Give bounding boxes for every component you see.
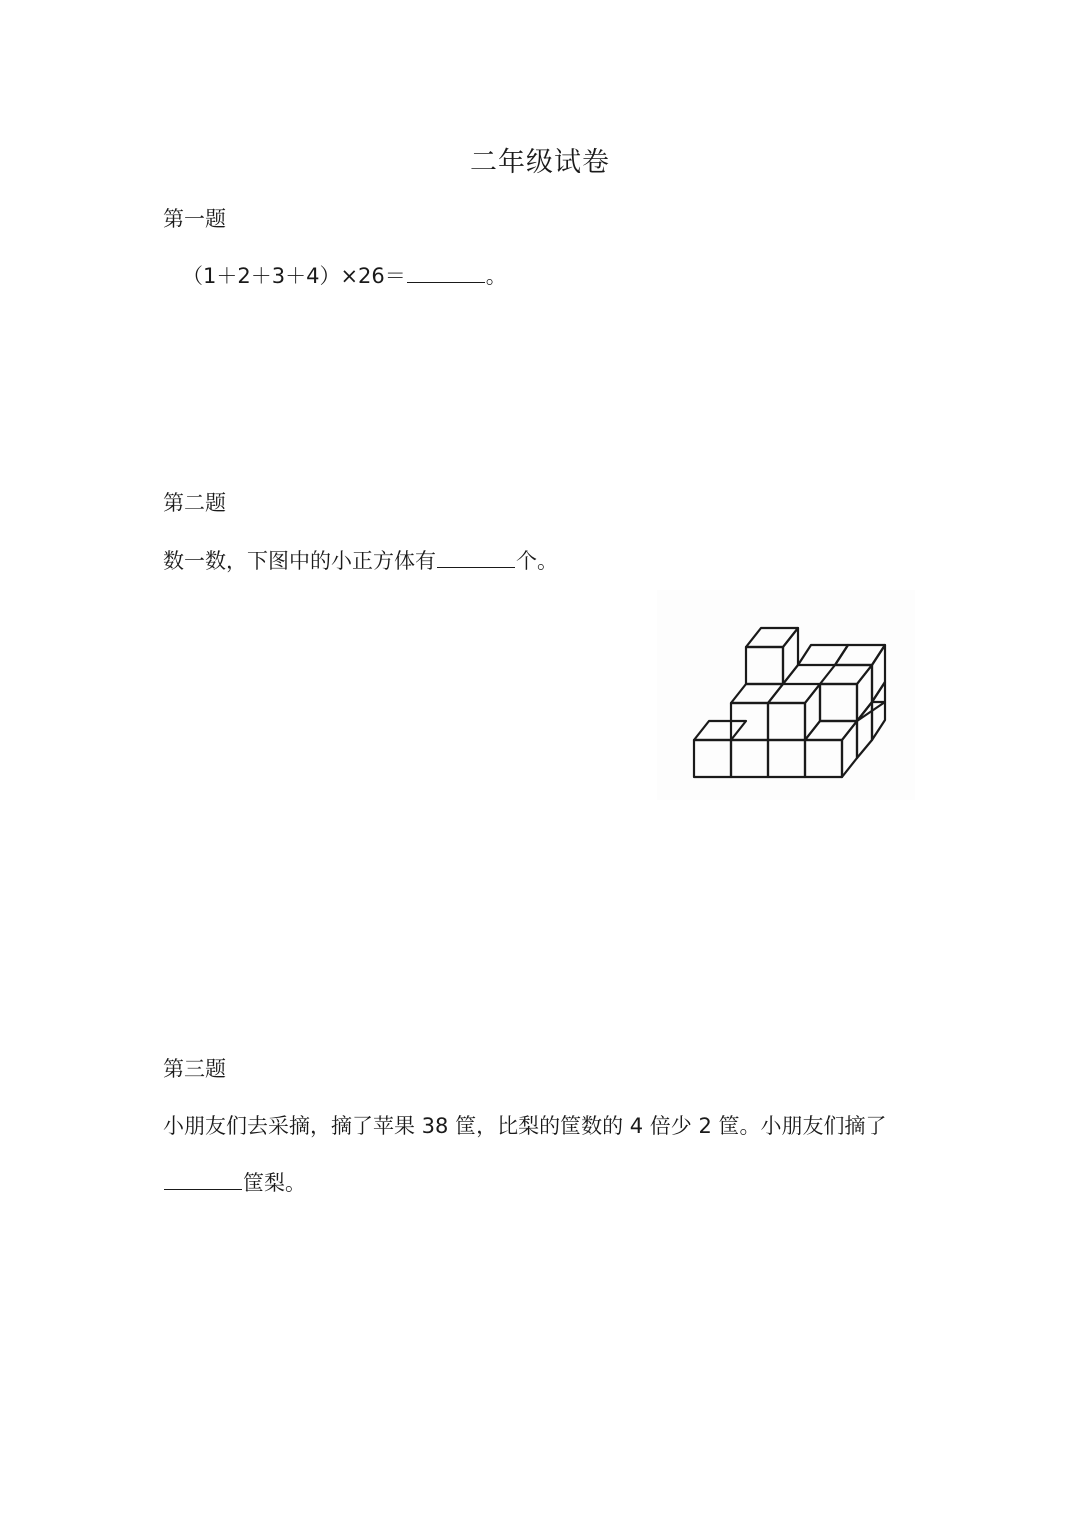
- cubes-drawing: [657, 590, 915, 800]
- question-3-line-1: 小朋友们去采摘，摘了苹果 38 筐，比梨的筐数的 4 倍少 2 筐。小朋友们摘了: [163, 1114, 887, 1138]
- question-1-tail: 。: [485, 264, 507, 288]
- question-3-tail: 筐梨。: [243, 1171, 306, 1195]
- answer-blank-3[interactable]: [164, 1188, 242, 1190]
- question-1-body: [182, 260, 507, 290]
- page-title: 二年级试卷: [470, 147, 610, 178]
- question-2-heading: 第二题: [163, 491, 226, 515]
- answer-blank-2[interactable]: [437, 566, 515, 568]
- question-1-expression: （1＋2＋3＋4）×26＝: [182, 264, 406, 288]
- question-1-heading: 第一题: [163, 207, 226, 231]
- question-3-heading: 第三题: [163, 1057, 226, 1081]
- question-2-tail: 个。: [516, 549, 558, 573]
- question-2-prompt: 数一数，下图中的小正方体有: [163, 549, 436, 573]
- question-3-line-2: [163, 1167, 306, 1197]
- answer-blank-1[interactable]: [407, 281, 485, 283]
- stacked-cubes-figure: [657, 590, 915, 800]
- question-2-body: [163, 545, 558, 575]
